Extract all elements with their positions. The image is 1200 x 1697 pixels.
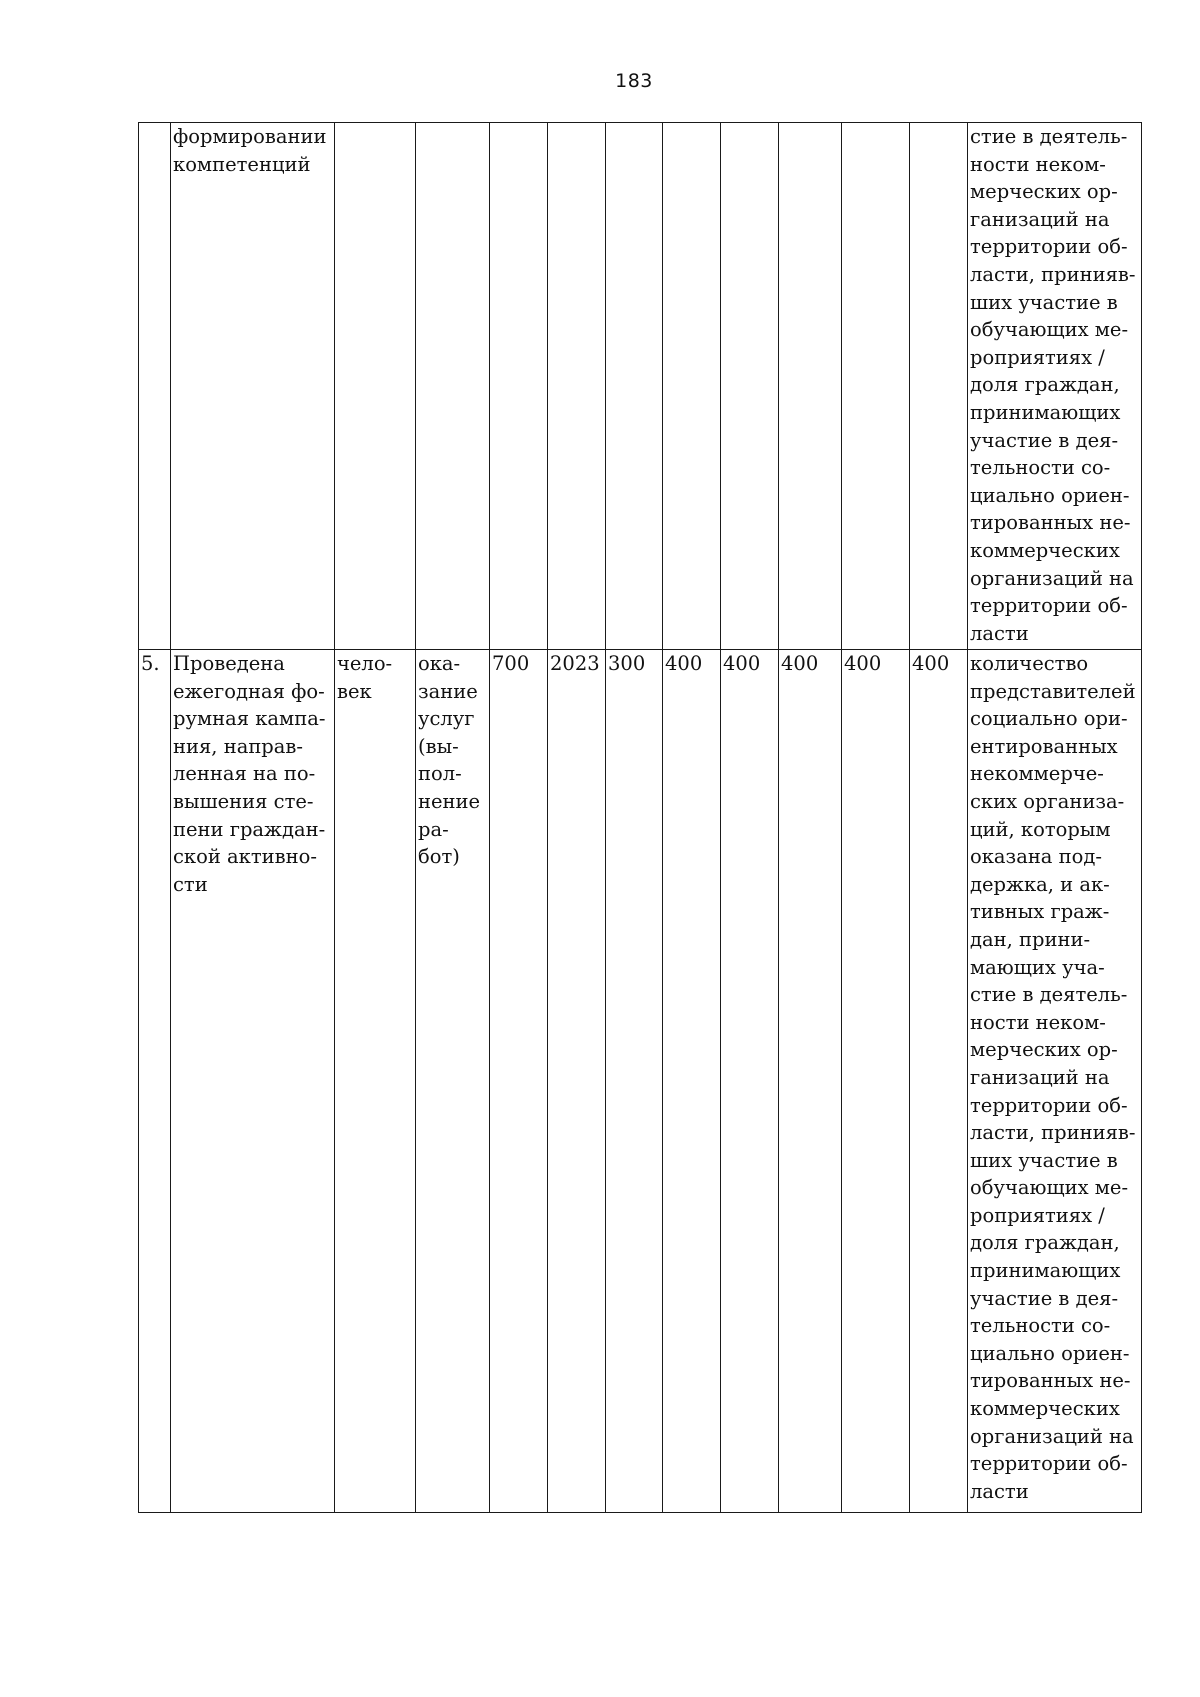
cell-value: [663, 123, 721, 650]
cell-type: [416, 123, 490, 650]
cell-value: 400: [842, 650, 910, 1513]
cell-name: формировании компетенций: [171, 123, 335, 650]
cell-value: 400: [779, 650, 842, 1513]
cell-value: 400: [910, 650, 968, 1513]
cell-value: [721, 123, 779, 650]
cell-value: [910, 123, 968, 650]
cell-base-value: [490, 123, 548, 650]
cell-value: 300: [606, 650, 663, 1513]
cell-value: [842, 123, 910, 650]
page-number: 183: [615, 70, 653, 92]
cell-value: 400: [721, 650, 779, 1513]
cell-num: [139, 123, 171, 650]
cell-type: ока- зание услуг (вы- пол- нение ра- бот): [416, 650, 490, 1513]
cell-name: Проведена ежегодная фо- румная кампа- ния, направ- ленная на по- вышения сте- пени граждан- ской активно- сти: [171, 650, 335, 1513]
cell-base-year: [548, 123, 606, 650]
cell-value: 400: [663, 650, 721, 1513]
cell-base-value: 700: [490, 650, 548, 1513]
cell-unit: чело- век: [335, 650, 416, 1513]
table-row: [139, 123, 1142, 650]
cell-indicator: количество представителей социально ори- ентированных некоммерче- ских организа- ций, которым оказана под- держка, и ак- тивных граж- дан, прини- мающих уча- стие в деятель- ности неком- мерческих ор- ганизаций на территории об- ласти, принияв- ших участие в обучающих ме- роприятиях / доля граждан, принимающих участие в дея- тельности со- циально ориен- тированных не- коммерческих организаций на территории об- ласти: [968, 650, 1142, 1513]
cell-indicator: стие в деятель- ности неком- мерческих ор- ганизаций на территории об- ласти, принияв- ших участие в обучающих ме- роприятиях / доля граждан, принимающих участие в дея- тельности со- циально ориен- тированных не- коммерческих организаций на территории об- ласти: [968, 123, 1142, 650]
cell-value: [606, 123, 663, 650]
table-row: [139, 650, 1142, 1513]
cell-value: [779, 123, 842, 650]
indicators-table: [138, 122, 1142, 1513]
cell-unit: [335, 123, 416, 650]
cell-num: 5.: [139, 650, 171, 1513]
cell-base-year: 2023: [548, 650, 606, 1513]
